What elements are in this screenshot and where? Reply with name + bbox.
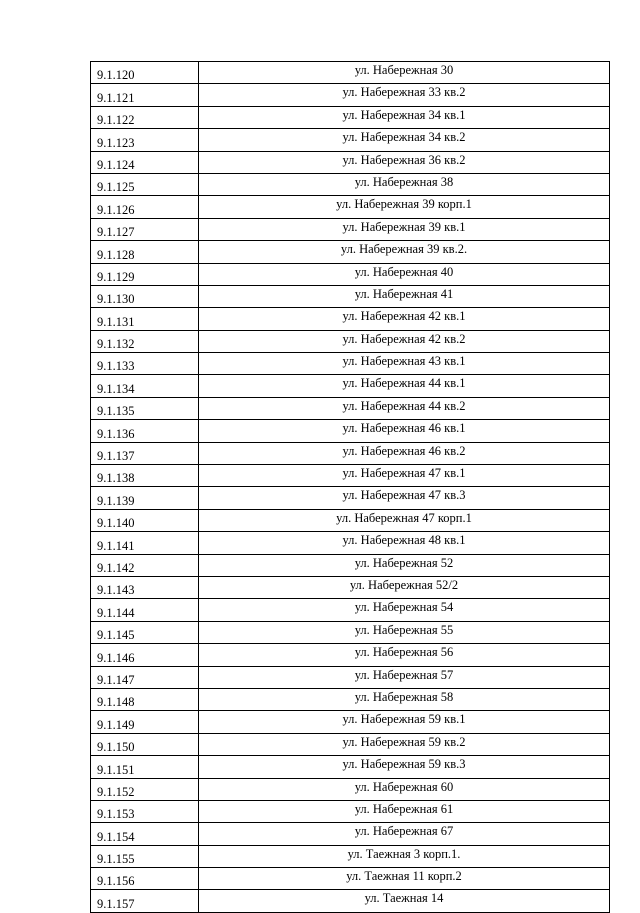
row-code-cell: 9.1.131 <box>91 308 199 330</box>
row-code-cell: 9.1.156 <box>91 868 199 890</box>
table-row <box>91 241 610 263</box>
row-code-cell: 9.1.127 <box>91 218 199 240</box>
table-row <box>91 84 610 106</box>
table-row <box>91 487 610 509</box>
row-address-cell: ул. Набережная 48 кв.1 <box>199 532 610 554</box>
row-address-cell: ул. Набережная 40 <box>199 263 610 285</box>
row-address-cell: ул. Набережная 34 кв.2 <box>199 129 610 151</box>
row-address-cell: ул. Набережная 38 <box>199 173 610 195</box>
row-code-cell: 9.1.157 <box>91 890 199 912</box>
row-address-cell: ул. Набережная 67 <box>199 823 610 845</box>
row-address-cell: ул. Набережная 34 кв.1 <box>199 106 610 128</box>
row-code-cell: 9.1.123 <box>91 129 199 151</box>
row-code-cell: 9.1.134 <box>91 375 199 397</box>
row-address-cell: ул. Набережная 61 <box>199 800 610 822</box>
address-table-body <box>91 62 610 913</box>
table-row <box>91 644 610 666</box>
row-code-cell: 9.1.125 <box>91 173 199 195</box>
row-address-cell: ул. Набережная 46 кв.1 <box>199 420 610 442</box>
table-row <box>91 576 610 598</box>
row-address-cell: ул. Набережная 54 <box>199 599 610 621</box>
table-row <box>91 196 610 218</box>
row-code-cell: 9.1.133 <box>91 353 199 375</box>
row-code-cell: 9.1.147 <box>91 666 199 688</box>
row-code-cell: 9.1.126 <box>91 196 199 218</box>
row-address-cell: ул. Таежная 14 <box>199 890 610 912</box>
table-row <box>91 218 610 240</box>
row-address-cell: ул. Набережная 36 кв.2 <box>199 151 610 173</box>
row-code-cell: 9.1.130 <box>91 285 199 307</box>
row-code-cell: 9.1.137 <box>91 442 199 464</box>
row-address-cell: ул. Набережная 59 кв.2 <box>199 733 610 755</box>
table-row <box>91 353 610 375</box>
table-row <box>91 532 610 554</box>
row-address-cell: ул. Набережная 44 кв.2 <box>199 397 610 419</box>
row-address-cell: ул. Набережная 52/2 <box>199 576 610 598</box>
table-row <box>91 800 610 822</box>
row-code-cell: 9.1.138 <box>91 465 199 487</box>
table-row <box>91 129 610 151</box>
row-address-cell: ул. Набережная 42 кв.1 <box>199 308 610 330</box>
table-row <box>91 868 610 890</box>
row-code-cell: 9.1.122 <box>91 106 199 128</box>
row-code-cell: 9.1.148 <box>91 688 199 710</box>
table-row <box>91 599 610 621</box>
row-code-cell: 9.1.146 <box>91 644 199 666</box>
row-code-cell: 9.1.132 <box>91 330 199 352</box>
row-code-cell: 9.1.144 <box>91 599 199 621</box>
table-row <box>91 711 610 733</box>
row-address-cell: ул. Набережная 46 кв.2 <box>199 442 610 464</box>
table-row <box>91 442 610 464</box>
row-address-cell: ул. Набережная 42 кв.2 <box>199 330 610 352</box>
table-row <box>91 151 610 173</box>
row-address-cell: ул. Набережная 41 <box>199 285 610 307</box>
row-code-cell: 9.1.129 <box>91 263 199 285</box>
row-address-cell: ул. Набережная 57 <box>199 666 610 688</box>
row-address-cell: ул. Набережная 55 <box>199 621 610 643</box>
table-row <box>91 173 610 195</box>
row-code-cell: 9.1.141 <box>91 532 199 554</box>
table-row <box>91 308 610 330</box>
row-address-cell: ул. Набережная 58 <box>199 688 610 710</box>
row-address-cell: ул. Набережная 39 кв.2. <box>199 241 610 263</box>
row-code-cell: 9.1.140 <box>91 509 199 531</box>
table-row <box>91 845 610 867</box>
table-row <box>91 330 610 352</box>
row-address-cell: ул. Набережная 33 кв.2 <box>199 84 610 106</box>
table-row <box>91 397 610 419</box>
row-code-cell: 9.1.120 <box>91 62 199 84</box>
row-code-cell: 9.1.136 <box>91 420 199 442</box>
row-address-cell: ул. Набережная 39 кв.1 <box>199 218 610 240</box>
table-row <box>91 62 610 84</box>
row-address-cell: ул. Набережная 44 кв.1 <box>199 375 610 397</box>
row-address-cell: ул. Набережная 59 кв.3 <box>199 756 610 778</box>
table-row <box>91 509 610 531</box>
row-code-cell: 9.1.149 <box>91 711 199 733</box>
table-row <box>91 890 610 912</box>
row-address-cell: ул. Набережная 56 <box>199 644 610 666</box>
row-code-cell: 9.1.135 <box>91 397 199 419</box>
row-code-cell: 9.1.153 <box>91 800 199 822</box>
table-row <box>91 733 610 755</box>
table-row <box>91 263 610 285</box>
row-address-cell: ул. Таежная 11 корп.2 <box>199 868 610 890</box>
table-row <box>91 756 610 778</box>
table-row <box>91 375 610 397</box>
table-row <box>91 621 610 643</box>
row-address-cell: ул. Набережная 47 корп.1 <box>199 509 610 531</box>
row-address-cell: ул. Набережная 43 кв.1 <box>199 353 610 375</box>
row-address-cell: ул. Таежная 3 корп.1. <box>199 845 610 867</box>
row-code-cell: 9.1.155 <box>91 845 199 867</box>
row-address-cell: ул. Набережная 47 кв.3 <box>199 487 610 509</box>
table-row <box>91 778 610 800</box>
row-code-cell: 9.1.154 <box>91 823 199 845</box>
row-code-cell: 9.1.128 <box>91 241 199 263</box>
row-code-cell: 9.1.150 <box>91 733 199 755</box>
row-address-cell: ул. Набережная 60 <box>199 778 610 800</box>
row-code-cell: 9.1.121 <box>91 84 199 106</box>
table-row <box>91 688 610 710</box>
row-code-cell: 9.1.151 <box>91 756 199 778</box>
table-row <box>91 106 610 128</box>
row-address-cell: ул. Набережная 52 <box>199 554 610 576</box>
table-row <box>91 554 610 576</box>
table-row <box>91 420 610 442</box>
table-row <box>91 666 610 688</box>
table-row <box>91 823 610 845</box>
row-code-cell: 9.1.124 <box>91 151 199 173</box>
row-address-cell: ул. Набережная 47 кв.1 <box>199 465 610 487</box>
table-row <box>91 465 610 487</box>
row-code-cell: 9.1.143 <box>91 576 199 598</box>
row-address-cell: ул. Набережная 39 корп.1 <box>199 196 610 218</box>
row-code-cell: 9.1.152 <box>91 778 199 800</box>
table-row <box>91 285 610 307</box>
row-address-cell: ул. Набережная 30 <box>199 62 610 84</box>
address-table <box>90 61 610 913</box>
row-address-cell: ул. Набережная 59 кв.1 <box>199 711 610 733</box>
row-code-cell: 9.1.145 <box>91 621 199 643</box>
row-code-cell: 9.1.139 <box>91 487 199 509</box>
row-code-cell: 9.1.142 <box>91 554 199 576</box>
